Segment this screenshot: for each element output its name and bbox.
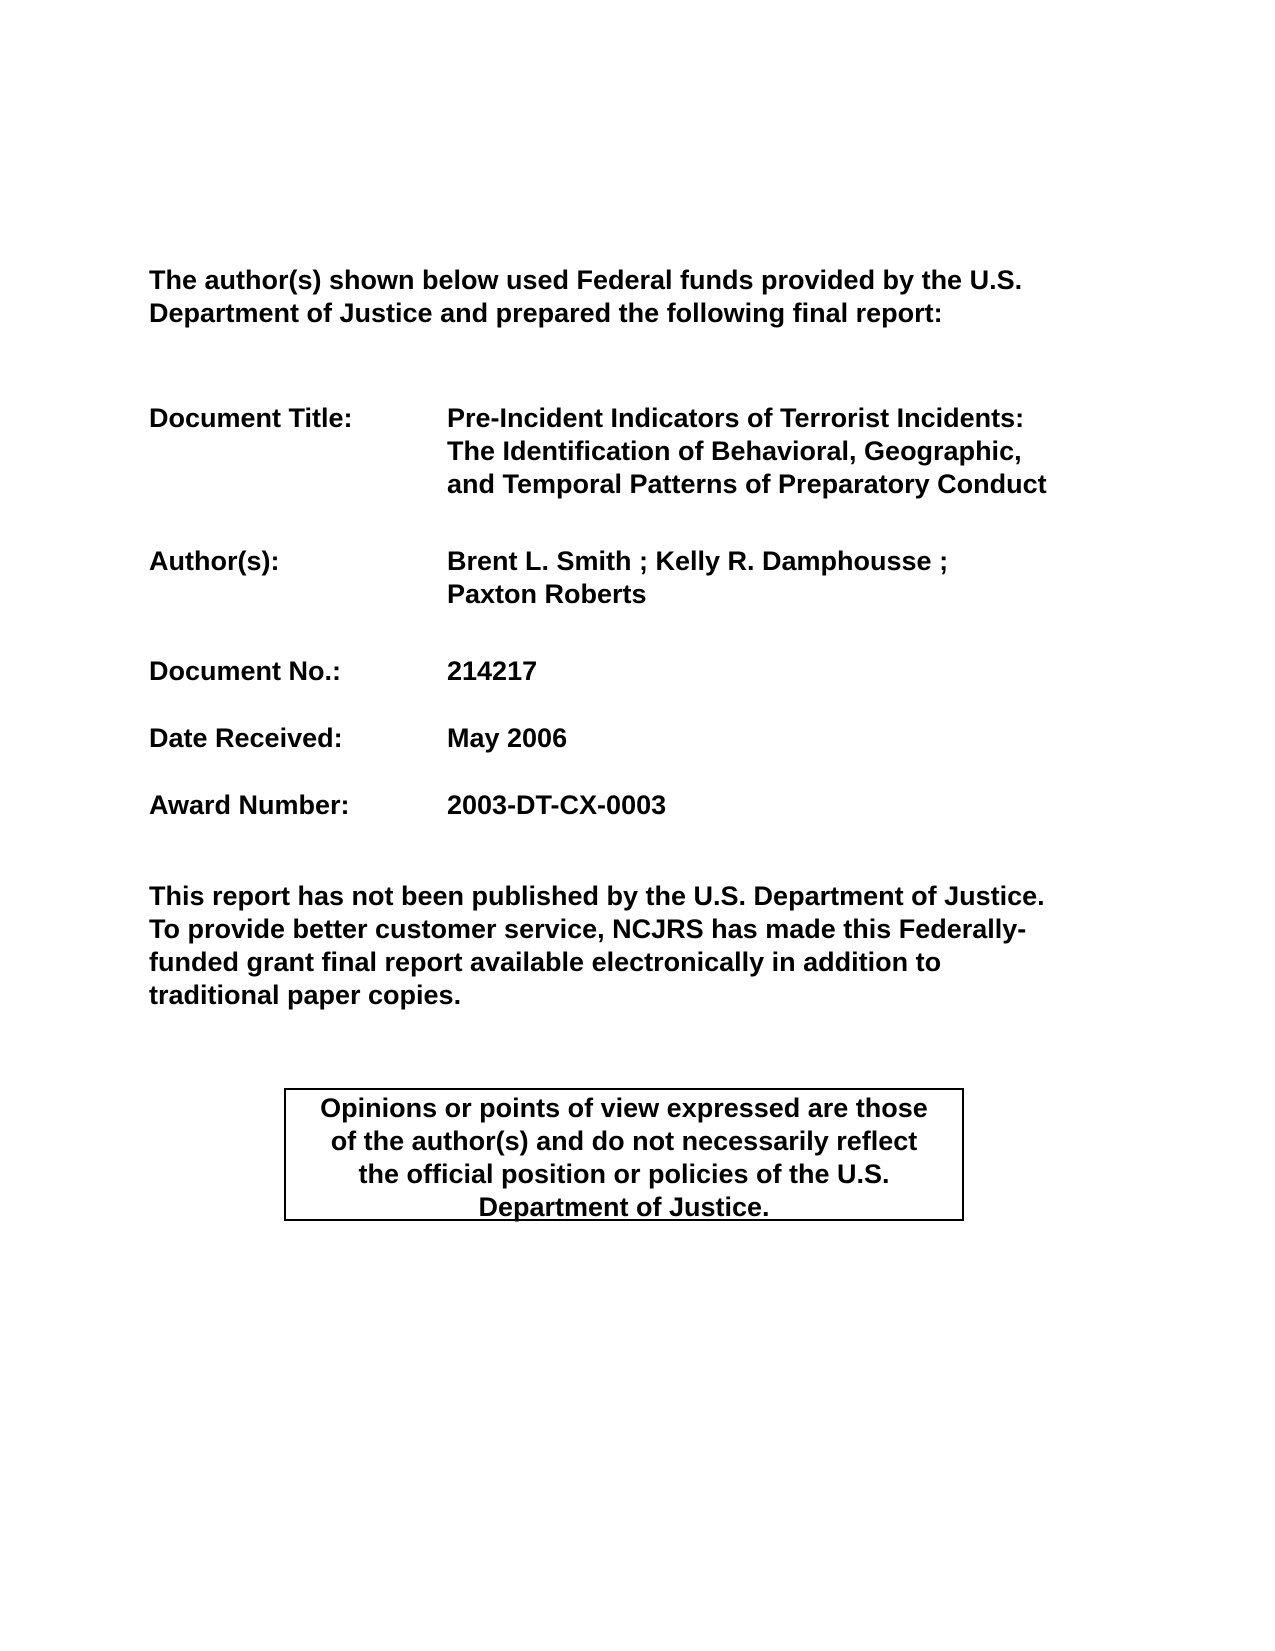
document-title-label: Document Title: <box>149 403 353 433</box>
notice-line: To provide better customer service, NCJRS has made this Federally- <box>149 914 1027 944</box>
intro-statement <box>149 264 1149 330</box>
notice-line: traditional paper copies. <box>149 980 462 1010</box>
disclaimer-line: Department of Justice. <box>478 1192 770 1222</box>
disclaimer-line: Opinions or points of view expressed are those <box>320 1093 928 1123</box>
document-title-value <box>447 402 1047 501</box>
award-number-value: 2003-DT-CX-0003 <box>447 790 667 820</box>
disclaimer-line: the official position or policies of the U.S. <box>358 1159 890 1189</box>
document-title-line: The Identification of Behavioral, Geographic, <box>447 436 1022 466</box>
date-received-value: May 2006 <box>447 723 568 753</box>
intro-line: Department of Justice and prepared the following final report: <box>149 298 943 328</box>
notice-line: funded grant final report available electronically in addition to <box>149 947 942 977</box>
award-number-label: Award Number: <box>149 790 350 820</box>
authors-label: Author(s): <box>149 546 280 576</box>
document-number-value: 214217 <box>447 656 538 686</box>
document-title-line: and Temporal Patterns of Preparatory Conduct <box>447 469 1047 499</box>
document-number-label: Document No.: <box>149 656 341 686</box>
authors-line: Brent L. Smith ; Kelly R. Damphousse ; <box>447 546 949 576</box>
authors-value <box>447 545 948 611</box>
disclaimer-line: of the author(s) and do not necessarily reflect <box>330 1126 918 1156</box>
intro-line: The author(s) shown below used Federal funds provided by the U.S. <box>149 265 1023 295</box>
authors-line: Paxton Roberts <box>447 579 647 609</box>
notice-line: This report has not been published by the U.S. Department of Justice. <box>149 881 1045 911</box>
document-title-line: Pre-Incident Indicators of Terrorist Incidents: <box>447 403 1025 433</box>
disclaimer-box <box>284 1088 964 1221</box>
publication-notice <box>149 880 1149 1012</box>
date-received-label: Date Received: <box>149 723 343 753</box>
